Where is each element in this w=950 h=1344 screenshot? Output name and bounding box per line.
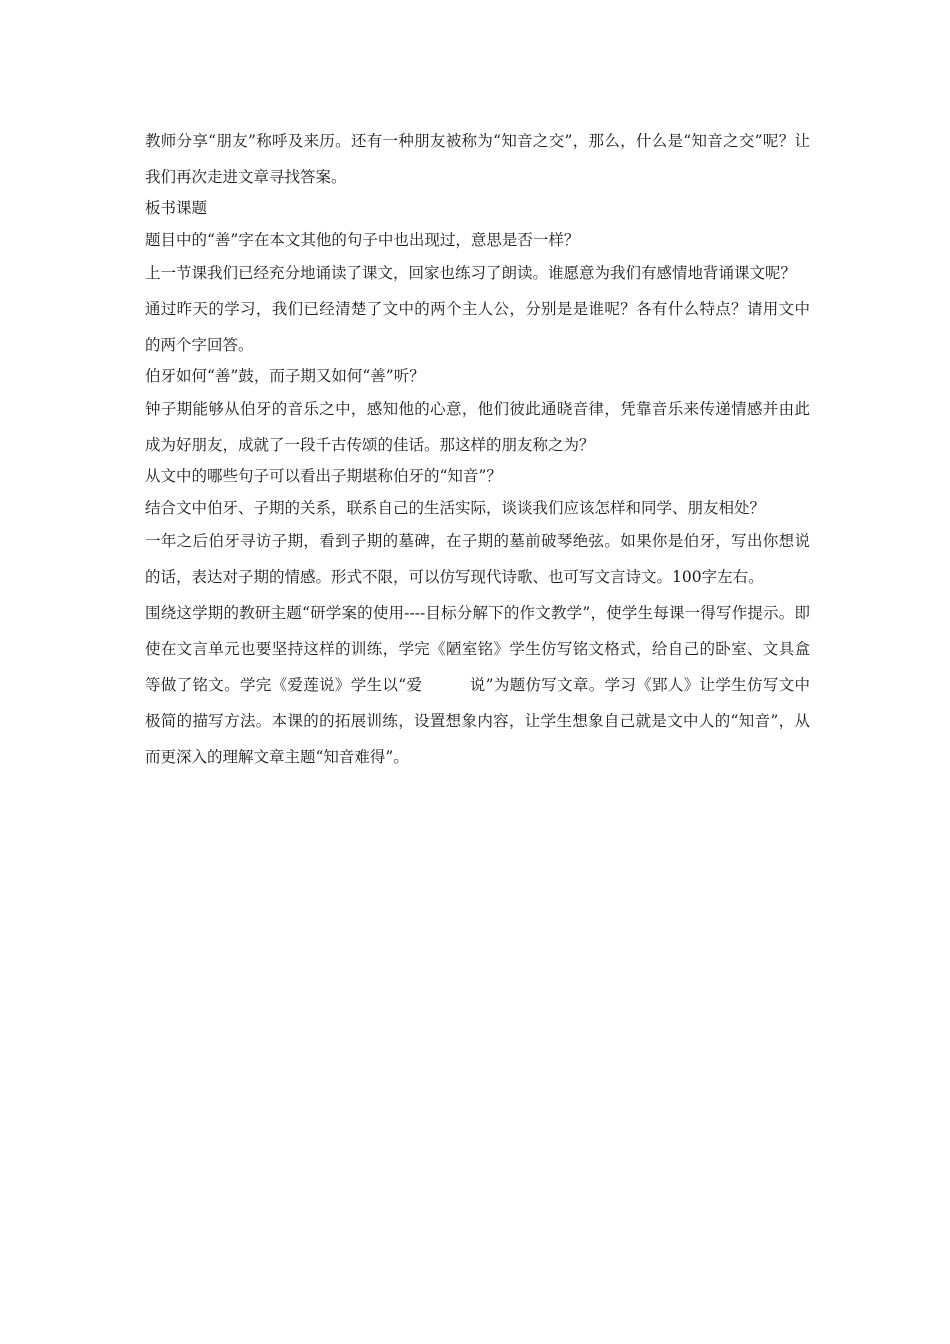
paragraph-friendship: 结合文中伯牙、子期的关系，联系自己的生活实际，谈谈我们应该怎样和同学、朋友相处？ <box>145 499 766 517</box>
paragraph-protagonists: 通过昨天的学习，我们已经清楚了文中的两个主人公，分别是是谁呢？各有什么特点？请用文中的两个字回答。 <box>145 300 810 354</box>
paragraph-blackboard-title: 板书课题 <box>145 199 208 217</box>
paragraph-zhong-ziqi: 钟子期能够从伯牙的音乐之中，感知他的心意，他们彼此通晓音律，凭靠音乐来传递情感并由此成为好朋友，成就了一段千古传颂的佳话。那这样的朋友称之为？ <box>145 400 810 454</box>
paragraph-reflection: 围绕这学期的教研主题“研学案的使用----目标分解下的作文教学”，使学生每课一得写作提示。即使在文言单元也要坚持这样的训练，学完《陋室铭》学生仿写铭文格式，给自己的卧室、文具盒等做了铭文。学完《爱莲说》学生以“爱 说”为题仿写文章。学习《郢人》让学生仿写文中极简的描写方法。本课的的拓展训练，设置想象内容，让学生想象自己就是文中人的“知音”，从而更深入的理解文章主题“知音难得”。 <box>145 604 810 766</box>
document-body <box>145 123 810 775</box>
paragraph-recitation: 上一节课我们已经充分地诵读了课文，回家也练习了朗读。谁愿意为我们有感情地背诵课文呢？ <box>145 264 797 282</box>
paragraph-question-gu-ting: 伯牙如何“善”鼓，而子期又如何“善”听？ <box>145 367 425 385</box>
paragraph-question-shan: 题目中的“善”字在本文其他的句子中也出现过，意思是否一样？ <box>145 231 580 249</box>
paragraph-writing-task: 一年之后伯牙寻访子期，看到子期的墓碑，在子期的墓前破琴绝弦。如果你是伯牙，写出你想说的话，表达对子期的情感。形式不限，可以仿写现代诗歌、也可写文言诗文。100字左右。 <box>145 532 810 586</box>
paragraph-intro: 教师分享“朋友”称呼及来历。还有一种朋友被称为“知音之交”，那么，什么是“知音之交”呢？让我们再次走进文章寻找答案。 <box>145 132 810 186</box>
paragraph-question-zhiyin: 从文中的哪些句子可以看出子期堪称伯牙的“知音”？ <box>145 467 502 485</box>
